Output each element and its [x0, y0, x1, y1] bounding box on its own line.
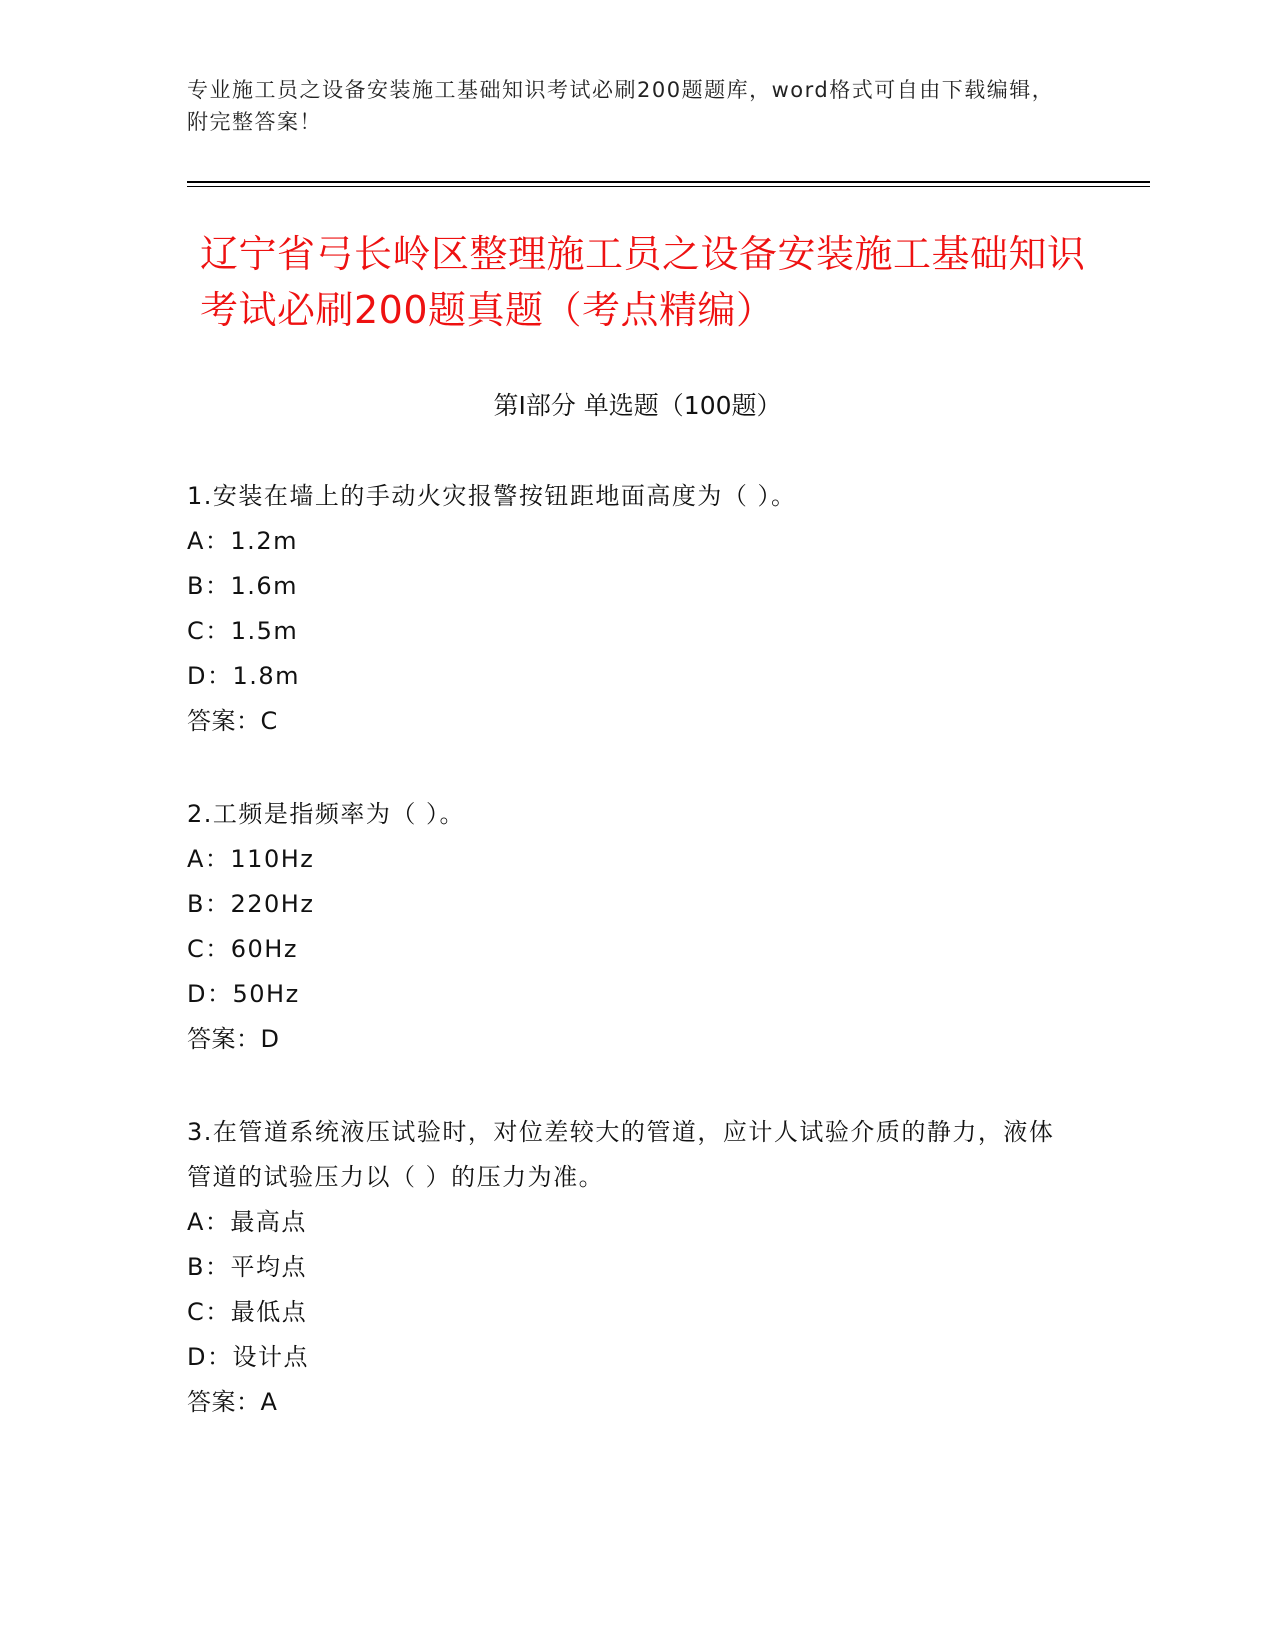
- header-divider-thick: [187, 181, 1150, 183]
- option-d: D：50Hz: [187, 980, 300, 1008]
- option-b: B：平均点: [187, 1253, 307, 1281]
- option-d: D：设计点: [187, 1343, 309, 1371]
- question-stem: 2.工频是指频率为（ ）。: [187, 800, 466, 828]
- question-1: [187, 474, 1067, 744]
- option-d: D：1.8m: [187, 662, 301, 690]
- document-title: 辽宁省弓长岭区整理施工员之设备安装施工基础知识考试必刷200题真题（考点精编）: [200, 232, 1086, 332]
- option-c: C：60Hz: [187, 935, 298, 963]
- option-b: B：1.6m: [187, 572, 299, 600]
- question-3: [187, 1110, 1067, 1425]
- header-note: 专业施工员之设备安装施工基础知识考试必刷200题题库，word格式可自由下载编辑，附完整答案！: [187, 78, 1055, 134]
- question-2: [187, 792, 1067, 1062]
- section-title: 第Ⅰ部分 单选题（100题）: [493, 391, 782, 420]
- option-a: A：最高点: [187, 1208, 307, 1236]
- answer: 答案：D: [187, 1025, 280, 1053]
- option-b: B：220Hz: [187, 890, 315, 918]
- question-stem: 3.在管道系统液压试验时，对位差较大的管道，应计人试验介质的静力，液体管道的试验压力以（ ）的压力为准。: [187, 1118, 1055, 1191]
- answer: 答案：A: [187, 1388, 278, 1416]
- option-c: C：最低点: [187, 1298, 308, 1326]
- answer: 答案：C: [187, 707, 278, 735]
- option-a: A：110Hz: [187, 845, 315, 873]
- question-stem: 1.安装在墙上的手动火灾报警按钮距地面高度为（ ）。: [187, 482, 797, 510]
- header-divider-thin: [187, 186, 1150, 187]
- option-c: C：1.5m: [187, 617, 299, 645]
- option-a: A：1.2m: [187, 527, 298, 555]
